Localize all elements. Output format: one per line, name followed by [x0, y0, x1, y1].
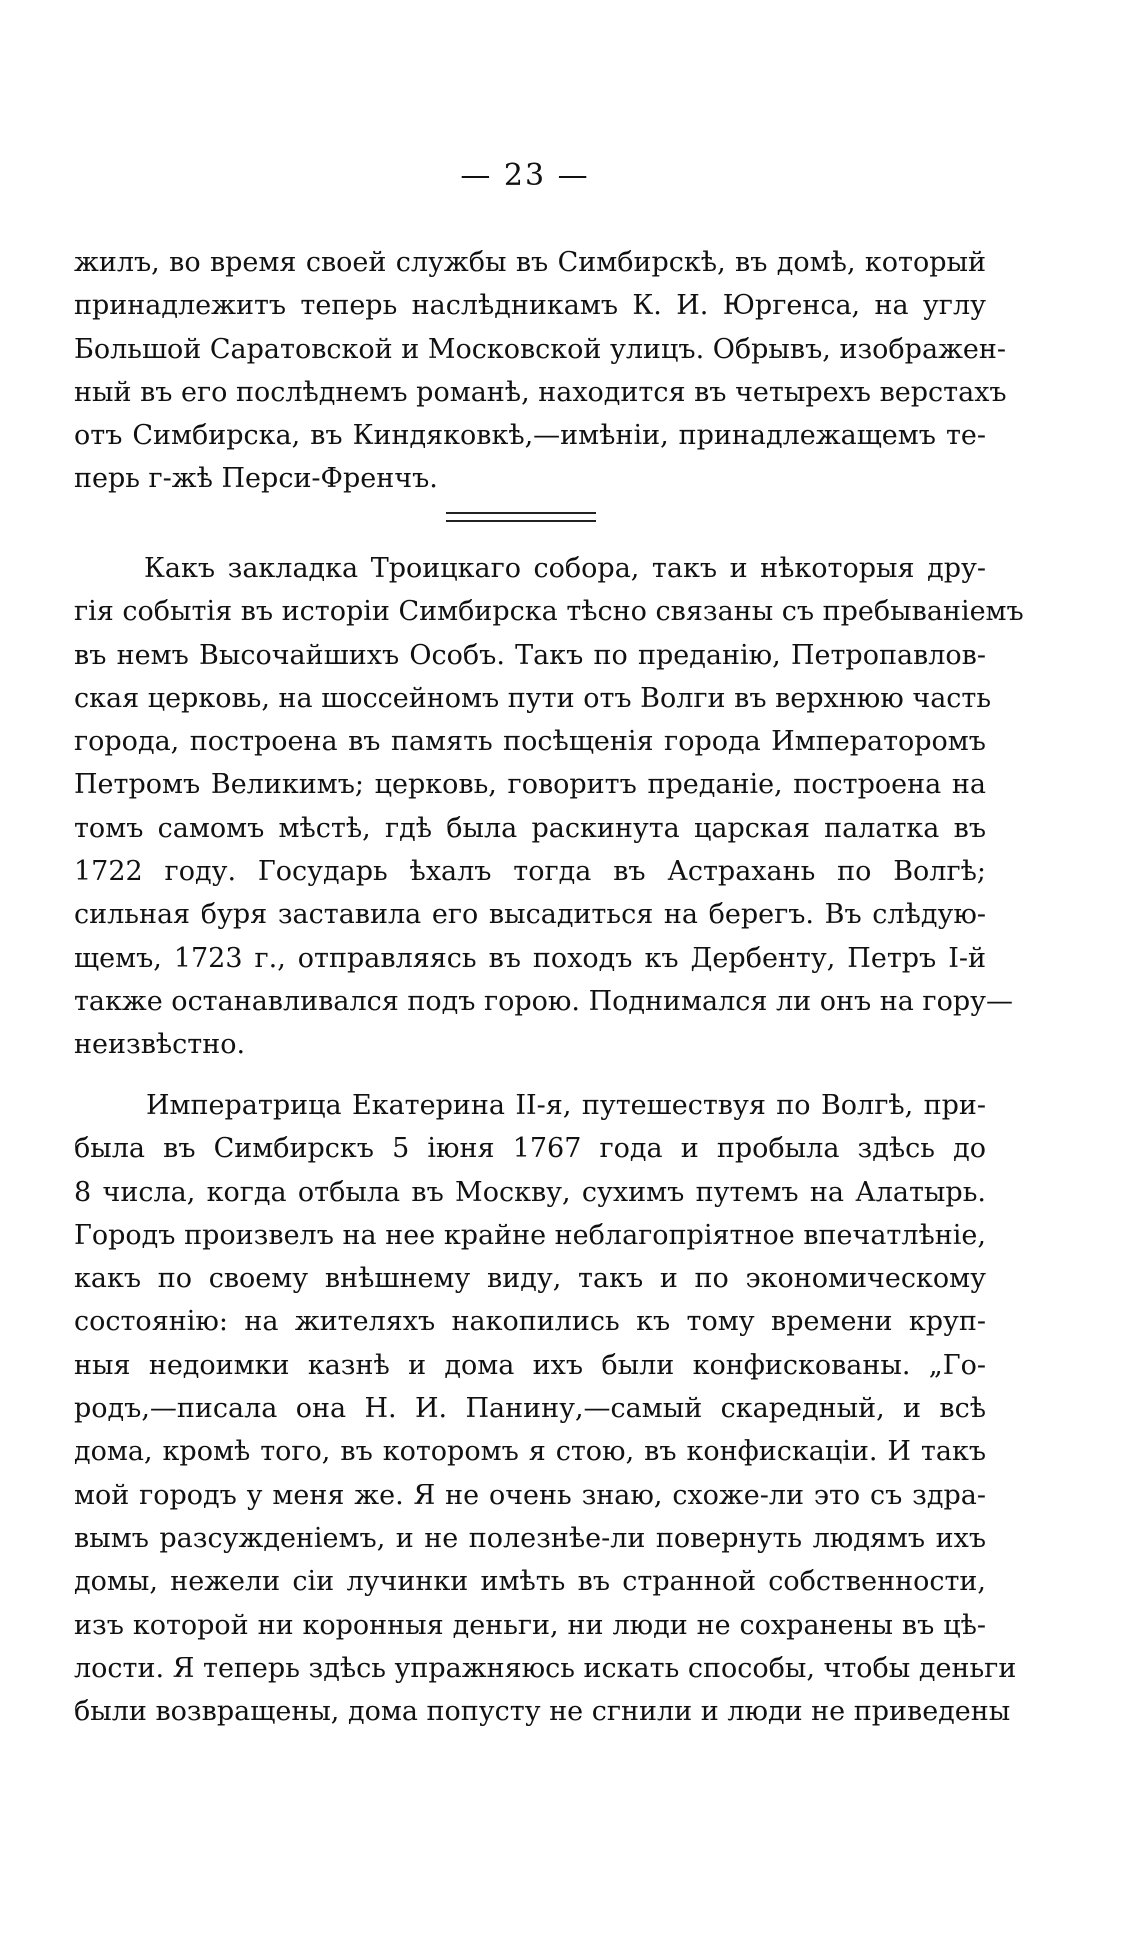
- text-line: 8 числа, когда отбыла въ Москву, сухимъ путемъ на Алатырь.: [74, 1176, 986, 1208]
- paragraph-3: [74, 1084, 1017, 1733]
- text-line: Большой Саратовской и Московской улицъ. Обрывъ, изображен-: [74, 333, 1007, 365]
- text-line: города, построена въ память посѣщенія города Императоромъ: [74, 726, 986, 758]
- text-line: вымъ разсужденіемъ, и не полезнѣе-ли повернуть людямъ ихъ: [74, 1522, 986, 1554]
- text-line: родъ,—писала она Н. И. Панину,—самый скаредный, и всѣ: [74, 1393, 986, 1425]
- page-number: — 23 —: [460, 158, 590, 193]
- text-line: какъ по своему внѣшнему виду, такъ и по экономическому: [74, 1263, 986, 1295]
- text-line: неизвѣстно.: [74, 1029, 246, 1061]
- text-line: Императрица Екатерина II-я, путешествуя по Волгѣ, при-: [146, 1090, 986, 1121]
- text-line: гія событія въ исторіи Симбирска тѣсно связаны съ пребываніемъ: [74, 596, 1024, 628]
- text-line: дома, кромѣ того, въ которомъ я стою, въ конфискаціи. И такъ: [74, 1436, 986, 1468]
- text-line: ныя недоимки казнѣ и дома ихъ были конфискованы. „Го-: [74, 1349, 986, 1381]
- text-line: въ немъ Высочайшихъ Особъ. Такъ по преданію, Петропавлов-: [74, 639, 986, 671]
- text-line: 1722 году. Государь ѣхалъ тогда въ Астрахань по Волгѣ;: [74, 856, 986, 888]
- text-line: мой городъ у меня же. Я не очень знаю, схоже-ли это съ здра-: [74, 1479, 986, 1511]
- text-line: также останавливался подъ горою. Поднимался ли онъ на гору—: [74, 985, 1013, 1017]
- section-divider: [446, 512, 596, 522]
- text-line: щемъ, 1723 г., отправляясь въ походъ къ Дербенту, Петръ I-й: [74, 942, 986, 974]
- text-line: изъ которой ни коронныя деньги, ни люди не сохранены въ цѣ-: [74, 1609, 986, 1641]
- text-line: ская церковь, на шоссейномъ пути отъ Волги въ верхнюю часть: [74, 682, 992, 714]
- text-line: лости. Я теперь здѣсь упражняюсь искать способы, чтобы деньги: [74, 1652, 1017, 1684]
- paragraph-1: [74, 241, 1007, 501]
- text-line: томъ самомъ мѣстѣ, гдѣ была раскинута царская палатка въ: [74, 812, 986, 844]
- text-line: Городъ произвелъ на нее крайне неблагопріятное впечатлѣніе,: [74, 1219, 986, 1251]
- text-line: были возвращены, дома попусту не сгнили и люди не приведены: [74, 1696, 1011, 1728]
- text-line: жилъ, во время своей службы въ Симбирскѣ, въ домѣ, который: [74, 247, 986, 278]
- text-line: была въ Симбирскъ 5 іюня 1767 года и пробыла здѣсь до: [74, 1133, 986, 1165]
- text-line: ный въ его послѣднемъ романѣ, находится въ четырехъ верстахъ: [74, 376, 1007, 408]
- text-line: отъ Симбирска, въ Киндяковкѣ,—имѣніи, принадлежащемъ те-: [74, 420, 986, 452]
- text-line: принадлежитъ теперь наслѣдникамъ К. И. Юргенса, на углу: [74, 290, 986, 322]
- text-line: Петромъ Великимъ; церковь, говоритъ преданіе, построена на: [74, 769, 986, 801]
- paragraph-2: [74, 547, 1024, 1067]
- text-line: домы, нежели сіи лучинки имѣть въ странной собственности,: [74, 1566, 986, 1598]
- text-line: сильная буря заставила его высадиться на берегъ. Въ слѣдую-: [74, 899, 986, 931]
- text-line: состоянію: на жителяхъ накопились къ тому времени круп-: [74, 1306, 986, 1338]
- text-line: перь г-жѣ Перси-Френчъ.: [74, 463, 438, 495]
- text-line: Какъ закладка Троицкаго собора, такъ и нѣкоторыя дру-: [144, 553, 986, 584]
